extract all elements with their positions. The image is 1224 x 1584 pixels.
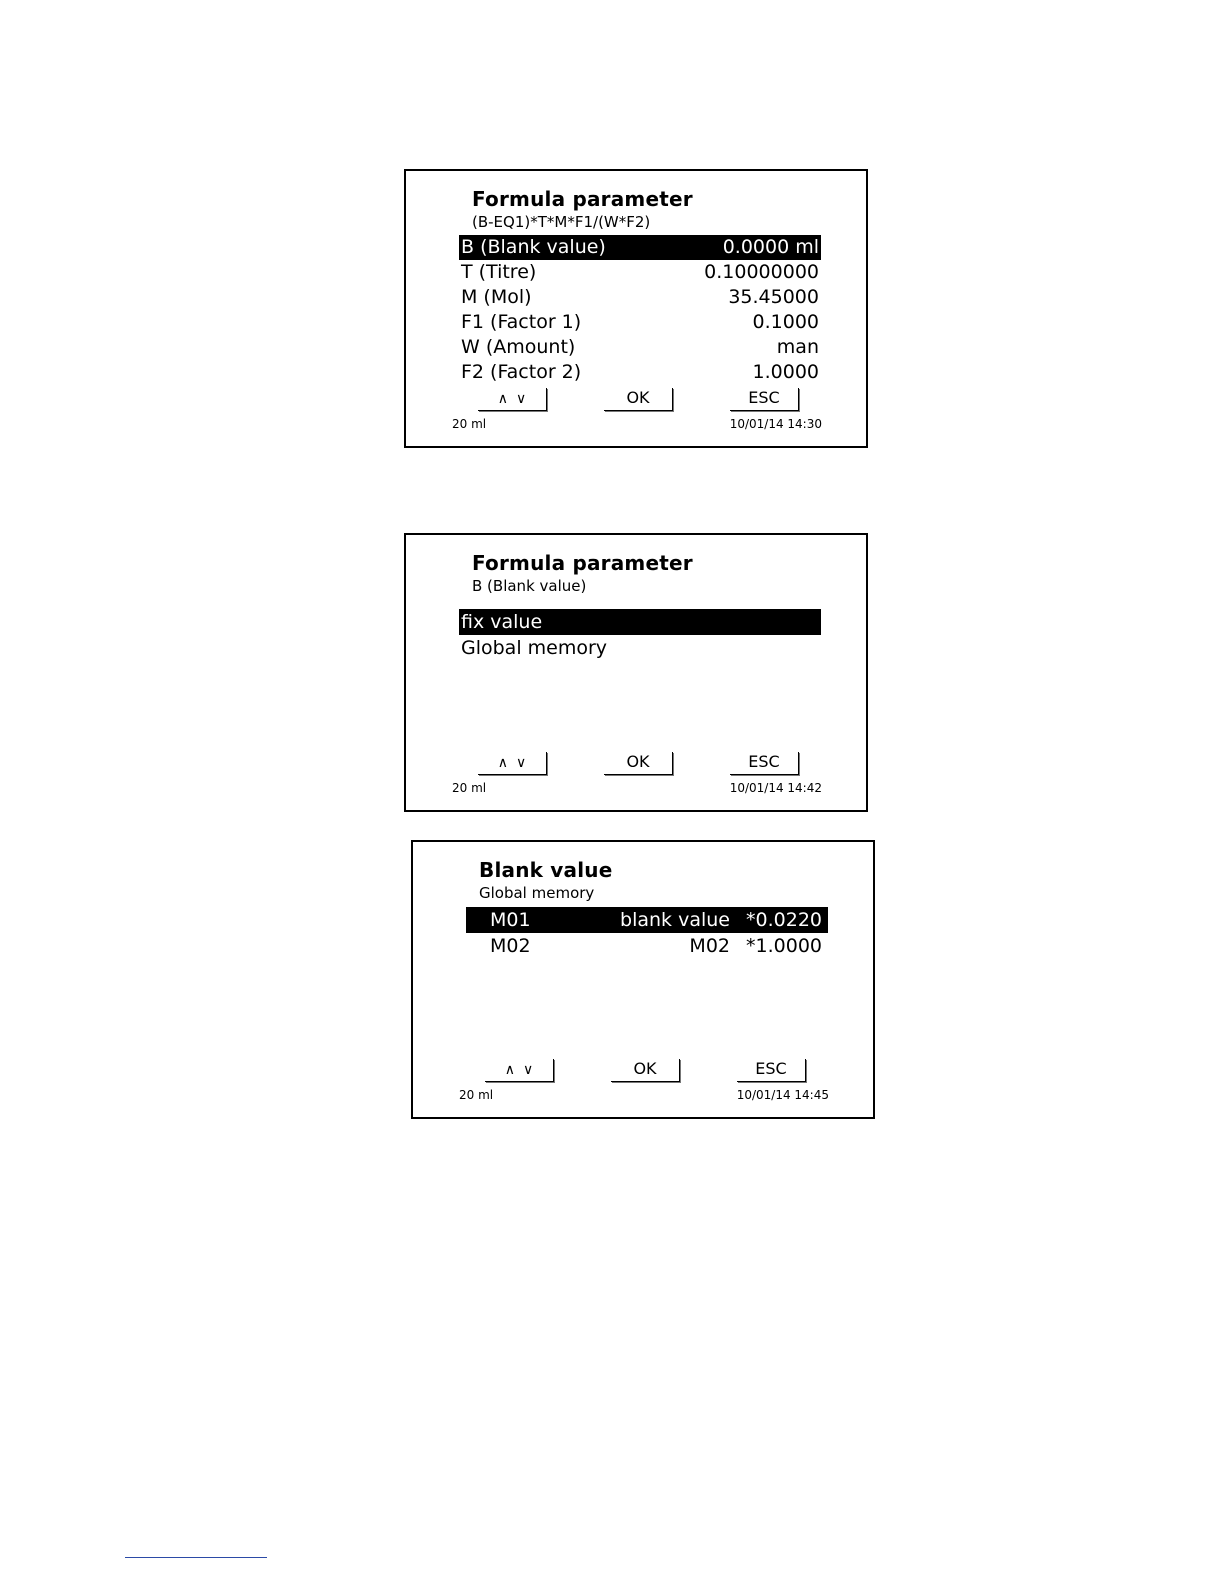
- up-down-button[interactable]: [478, 388, 547, 411]
- screen-subtitle: B (Blank value): [472, 577, 587, 595]
- memory-list: [466, 907, 828, 959]
- global-memory-screen: [411, 840, 875, 1119]
- memory-name: blank value: [620, 909, 730, 931]
- ok-button[interactable]: OK: [604, 388, 673, 411]
- datetime-status: 10/01/14 14:45: [736, 1088, 829, 1102]
- option-label: fix value: [461, 611, 543, 633]
- option-global-memory[interactable]: [459, 635, 821, 661]
- memory-value: *0.0220: [746, 909, 822, 931]
- memory-name: M02: [689, 935, 730, 957]
- footnote-divider: [125, 1557, 267, 1558]
- up-arrow-icon: ∧: [504, 1062, 515, 1078]
- memory-row-m01[interactable]: [466, 907, 828, 933]
- parameter-row-blank-value[interactable]: [459, 235, 821, 260]
- option-label: Global memory: [461, 637, 608, 659]
- parameter-row-factor-2[interactable]: [459, 360, 821, 385]
- volume-status: 20 ml: [452, 781, 487, 795]
- datetime-status: 10/01/14 14:30: [729, 417, 822, 431]
- up-arrow-icon: ∧: [497, 391, 508, 407]
- memory-id: M01: [490, 909, 531, 931]
- datetime-status: 10/01/14 14:42: [729, 781, 822, 795]
- parameter-value: 0.1000: [752, 311, 819, 333]
- down-arrow-icon: ∨: [516, 391, 527, 407]
- screen-title: Formula parameter: [472, 187, 693, 211]
- parameter-row-factor-1[interactable]: [459, 310, 821, 335]
- memory-id: M02: [490, 935, 531, 957]
- up-arrow-icon: ∧: [497, 755, 508, 771]
- memory-row-m02[interactable]: [466, 933, 828, 959]
- parameter-label: M (Mol): [461, 286, 532, 308]
- blank-value-source-screen: [404, 533, 868, 812]
- parameter-value: 0.10000000: [704, 261, 819, 283]
- ok-button[interactable]: OK: [604, 752, 673, 775]
- parameter-label: F1 (Factor 1): [461, 311, 582, 333]
- down-arrow-icon: ∨: [523, 1062, 534, 1078]
- parameter-label: B (Blank value): [461, 236, 606, 258]
- parameter-label: F2 (Factor 2): [461, 361, 582, 383]
- up-down-button[interactable]: [485, 1059, 554, 1082]
- screen-title: Blank value: [479, 858, 613, 882]
- down-arrow-icon: ∨: [516, 755, 527, 771]
- option-list: [459, 609, 821, 661]
- volume-status: 20 ml: [452, 417, 487, 431]
- screen-subtitle: Global memory: [479, 884, 595, 902]
- parameter-label: T (Titre): [461, 261, 537, 283]
- option-fix-value[interactable]: [459, 609, 821, 635]
- parameter-label: W (Amount): [461, 336, 576, 358]
- parameter-row-mol[interactable]: [459, 285, 821, 310]
- parameter-value: 1.0000: [752, 361, 819, 383]
- ok-button[interactable]: OK: [611, 1059, 680, 1082]
- parameter-list: [459, 235, 821, 385]
- parameter-value: 0.0000 ml: [722, 236, 819, 258]
- up-down-button[interactable]: [478, 752, 547, 775]
- parameter-row-amount[interactable]: [459, 335, 821, 360]
- esc-button[interactable]: ESC: [737, 1059, 806, 1082]
- formula-parameter-screen: [404, 169, 868, 448]
- volume-status: 20 ml: [459, 1088, 494, 1102]
- memory-value: *1.0000: [746, 935, 822, 957]
- parameter-value: 35.45000: [728, 286, 819, 308]
- screen-title: Formula parameter: [472, 551, 693, 575]
- parameter-row-titre[interactable]: [459, 260, 821, 285]
- esc-button[interactable]: ESC: [730, 752, 799, 775]
- formula-subtitle: (B-EQ1)*T*M*F1/(W*F2): [472, 213, 651, 231]
- esc-button[interactable]: ESC: [730, 388, 799, 411]
- parameter-value: man: [776, 336, 819, 358]
